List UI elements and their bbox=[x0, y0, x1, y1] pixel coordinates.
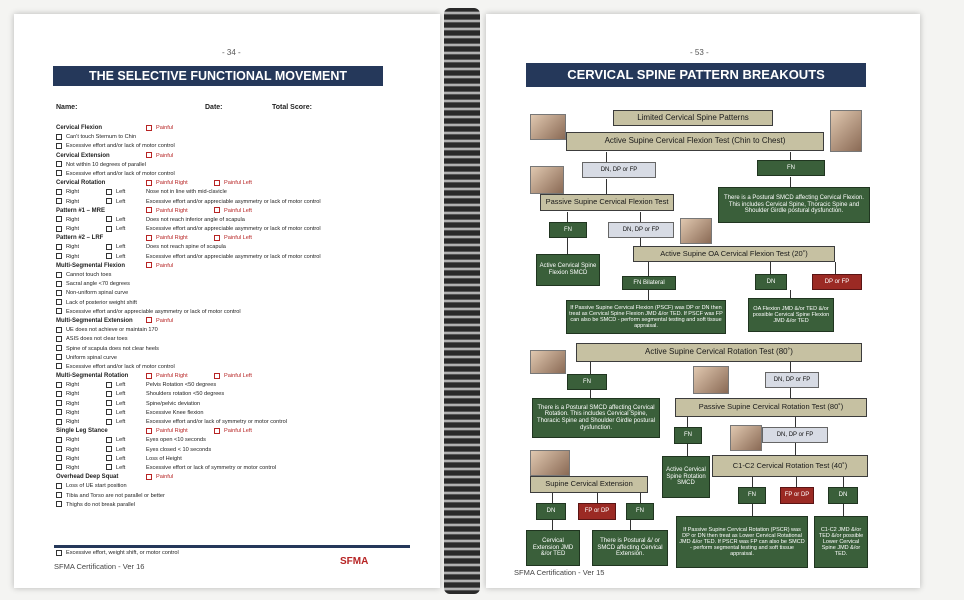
right-label: Right bbox=[66, 464, 80, 471]
checkbox-icon[interactable] bbox=[56, 483, 62, 489]
row-text: Loss of UE start position bbox=[66, 483, 127, 490]
dn-dp-fp-box: DN, DP or FP bbox=[608, 222, 674, 238]
checklist-row bbox=[56, 225, 416, 234]
section-header bbox=[56, 317, 416, 326]
checkbox-icon[interactable] bbox=[56, 501, 62, 507]
row-text: Pelvis Rotation <50 degrees bbox=[146, 382, 217, 389]
connector bbox=[552, 493, 553, 503]
right-label: Right bbox=[66, 253, 80, 260]
connector bbox=[552, 520, 553, 530]
painful-checkbox[interactable]: Painful Right bbox=[146, 207, 188, 216]
row-text: Tibia and Torso are not parallel or better bbox=[66, 492, 165, 499]
row-text: Does not reach inferior angle of scapula bbox=[146, 216, 245, 223]
checkbox-icon[interactable] bbox=[106, 409, 112, 415]
connector bbox=[648, 262, 649, 276]
checklist-row bbox=[56, 354, 416, 363]
checklist-row bbox=[56, 345, 416, 354]
fp-or-dp-box: FP or DP bbox=[780, 487, 814, 504]
row-text: Excessive effort, weight shift, or motor control bbox=[66, 550, 179, 556]
right-page-title: CERVICAL SPINE PATTERN BREAKOUTS bbox=[526, 63, 866, 87]
checklist-row bbox=[56, 289, 416, 298]
checklist-row bbox=[56, 243, 416, 252]
row-text: Can't touch Sternum to Chin bbox=[66, 134, 137, 141]
checkbox-icon[interactable] bbox=[106, 226, 112, 232]
painful-left-checkbox[interactable]: Painful Left bbox=[214, 234, 252, 243]
row-text: Cannot touch toes bbox=[66, 272, 112, 278]
pscf-note: If Passive Supine Cervical Flexion (PSCF) was DP or DN then treat as Cervical Spine Flexion JMD &/or TED. If PSCF was FP can also be SMCD - perform segmental testing and soft tissue appraisal. bbox=[566, 300, 726, 334]
row-text: Nose not in line with mid-clavicle bbox=[146, 189, 227, 196]
right-label: Right bbox=[66, 198, 80, 205]
painful-left-checkbox[interactable]: Painful Left bbox=[214, 427, 252, 436]
connector bbox=[790, 177, 791, 187]
connector bbox=[796, 477, 797, 487]
fn-box: FN bbox=[738, 487, 766, 504]
row-text: Excessive effort or lack of symmetry or motor control bbox=[146, 464, 277, 471]
flexion-test-box: Active Supine Cervical Flexion Test (Chin to Chest) bbox=[566, 132, 824, 151]
checkbox-icon[interactable] bbox=[56, 382, 62, 388]
score-label: Total Score: bbox=[272, 104, 312, 111]
left-footer: SFMA Certification - Ver 16 bbox=[54, 562, 145, 571]
fn-box: FN bbox=[757, 160, 825, 176]
left-page-title: THE SELECTIVE FUNCTIONAL MOVEMENT ASSESSMENT bbox=[53, 66, 383, 86]
checklist-row bbox=[56, 455, 416, 464]
checklist-row bbox=[56, 381, 416, 390]
right-label: Right bbox=[66, 419, 80, 425]
section-label: Pattern #1 – MRE bbox=[56, 207, 106, 214]
date-label: Date: bbox=[205, 104, 223, 111]
left-label: Left bbox=[116, 226, 126, 233]
painful-checkbox[interactable]: Painful bbox=[146, 473, 173, 482]
checkbox-icon[interactable] bbox=[106, 464, 112, 470]
right-label: Right bbox=[66, 400, 80, 407]
section-header bbox=[56, 179, 416, 188]
left-label: Left bbox=[116, 409, 126, 416]
connector bbox=[770, 262, 771, 274]
checklist-row bbox=[56, 464, 416, 473]
checkbox-icon[interactable] bbox=[56, 391, 62, 397]
checkbox-icon[interactable] bbox=[56, 409, 62, 415]
right-label: Right bbox=[66, 382, 80, 389]
patient-photo bbox=[530, 166, 564, 194]
dn-dp-fp-box: DN, DP or FP bbox=[762, 427, 828, 443]
checkbox-icon[interactable] bbox=[106, 391, 112, 397]
left-label: Left bbox=[116, 391, 126, 398]
left-label: Left bbox=[116, 216, 126, 223]
section-header bbox=[56, 427, 416, 436]
checklist-row bbox=[56, 280, 416, 289]
checkbox-icon[interactable] bbox=[56, 336, 62, 342]
checkbox-icon[interactable] bbox=[56, 134, 62, 140]
patient-photo bbox=[530, 114, 566, 140]
checkbox-icon[interactable] bbox=[56, 253, 62, 259]
checkbox-icon[interactable] bbox=[56, 198, 62, 204]
patient-photo bbox=[530, 450, 570, 476]
checkbox-icon[interactable] bbox=[106, 189, 112, 195]
connector bbox=[687, 417, 688, 427]
checkbox-icon[interactable] bbox=[56, 299, 62, 305]
painful-left-checkbox[interactable]: Painful Left bbox=[214, 207, 252, 216]
checklist-row bbox=[56, 409, 416, 418]
painful-checkbox[interactable]: Painful Right bbox=[146, 179, 188, 188]
checkbox-icon[interactable] bbox=[56, 345, 62, 351]
row-text: Loss of Height bbox=[146, 455, 182, 462]
dp-or-fp-box: DP or FP bbox=[812, 274, 862, 290]
section-header bbox=[56, 234, 416, 243]
row-text: Uniform spinal curve bbox=[66, 354, 117, 361]
section-label: Cervical Extension bbox=[56, 152, 110, 159]
checkbox-icon[interactable] bbox=[56, 308, 62, 314]
extension-jmd-box: Cervical Extension JMD &/or TED bbox=[526, 530, 580, 566]
connector bbox=[795, 417, 796, 427]
limited-patterns-box: Limited Cervical Spine Patterns bbox=[613, 110, 773, 126]
left-label: Left bbox=[116, 400, 126, 407]
checklist-row bbox=[56, 363, 416, 372]
row-text: Excessive Knee flexion bbox=[146, 409, 204, 416]
active-flexion-smcd: Active Cervical Spine Flexion SMCD bbox=[536, 254, 600, 286]
checkbox-icon[interactable] bbox=[56, 446, 62, 452]
connector bbox=[648, 290, 649, 300]
row-text: Excessive effort and/or lack of motor control bbox=[66, 170, 175, 177]
left-label: Left bbox=[116, 419, 126, 425]
sfma-logo: SFMA bbox=[340, 556, 369, 567]
left-label: Left bbox=[116, 253, 126, 260]
row-text: Excessive effort and/or appreciable asymmetry or lack of motor control bbox=[66, 308, 241, 315]
patient-photo bbox=[693, 366, 729, 394]
checklist-row bbox=[56, 335, 416, 344]
checkbox-icon[interactable] bbox=[56, 272, 62, 278]
checkbox-icon[interactable] bbox=[106, 216, 112, 222]
connector bbox=[606, 179, 607, 195]
connector bbox=[640, 493, 641, 503]
section-header bbox=[56, 262, 416, 271]
row-text: ASIS does not clear toes bbox=[66, 336, 128, 343]
row-text: Excessive effort and/or lack of symmetry or motor control bbox=[146, 419, 288, 425]
right-label: Right bbox=[66, 226, 80, 233]
section-label: Overhead Deep Squat bbox=[56, 474, 119, 481]
checklist-row bbox=[56, 161, 416, 170]
pscr-note: If Passive Supine Cervical Rotation (PSCR) was DP or DN then treat as Lower Cervical Rotational JMD &/or TED. If PSCR was FP can also be SMCD - perform segmental testing and soft tissue appraisal. bbox=[676, 516, 808, 568]
checklist-row bbox=[56, 326, 416, 335]
section-label: Multi-Segmental Flexion bbox=[56, 262, 126, 269]
c1c2-test-box: C1-C2 Cervical Rotation Test (40˚) bbox=[712, 455, 868, 477]
spiral-binding bbox=[444, 8, 480, 594]
checkbox-icon[interactable] bbox=[106, 446, 112, 452]
checkbox-icon[interactable] bbox=[56, 327, 62, 333]
left-label: Left bbox=[116, 455, 126, 462]
right-label: Right bbox=[66, 216, 80, 223]
checkbox-icon[interactable] bbox=[56, 464, 62, 470]
extension-smcd-box: There is Postural &/ or SMCD affecting Cervical Extension. bbox=[592, 530, 668, 566]
postural-smcd-flexion: There is a Postural SMCD affecting Cervical Flexion. This includes Cervical Spine, Thoracic Spine and Shoulder Girdle postural dysfunction. bbox=[718, 187, 870, 223]
connector bbox=[835, 262, 836, 274]
section-label: Multi-Segmental Extension bbox=[56, 317, 133, 324]
connector bbox=[752, 477, 753, 487]
row-text: UE does not achieve or maintain 170 bbox=[66, 327, 158, 334]
checkbox-icon[interactable] bbox=[106, 419, 112, 425]
row-text: Excessive effort and/or lack of motor control bbox=[66, 143, 175, 150]
section-label: Cervical Flexion bbox=[56, 125, 103, 131]
section-label: Multi-Segmental Rotation bbox=[56, 373, 129, 380]
right-label: Right bbox=[66, 409, 80, 416]
dn-box: DN bbox=[755, 274, 787, 290]
painful-checkbox[interactable]: Painful bbox=[146, 124, 173, 133]
checklist-row bbox=[56, 198, 416, 207]
right-label: Right bbox=[66, 437, 80, 444]
left-label: Left bbox=[116, 464, 126, 471]
checklist-row bbox=[56, 390, 416, 399]
right-label: Right bbox=[66, 189, 80, 196]
left-label: Left bbox=[116, 189, 126, 196]
left-label: Left bbox=[116, 198, 126, 205]
checklist-row bbox=[56, 308, 416, 317]
section-label: Pattern #2 – LRF bbox=[56, 235, 104, 242]
checklist-row bbox=[56, 271, 416, 280]
fn-box: FN bbox=[549, 222, 587, 238]
row-text: Does not reach spine of scapula bbox=[146, 244, 226, 251]
right-label: Right bbox=[66, 446, 80, 453]
checklist-row bbox=[56, 501, 416, 510]
oa-jmd-box: OA Flexion JMD &/or TED &/or possible Cervical Spine Flexion JMD &/or TED bbox=[748, 298, 834, 332]
painful-checkbox[interactable]: Painful bbox=[146, 262, 173, 271]
assessment-rows bbox=[56, 124, 416, 510]
connector bbox=[567, 212, 568, 222]
dn-box: DN bbox=[536, 503, 566, 520]
row-text: Not within 10 degrees of parallel bbox=[66, 161, 146, 168]
right-label: Right bbox=[66, 244, 80, 251]
active-rotation-smcd: Active Cervical Spine Rotation SMCD bbox=[662, 456, 710, 498]
connector bbox=[590, 362, 591, 374]
checkbox-icon[interactable] bbox=[56, 437, 62, 443]
painful-checkbox[interactable]: Painful Right bbox=[146, 372, 188, 381]
checkbox-icon[interactable] bbox=[56, 354, 62, 360]
footer-rule bbox=[54, 545, 410, 548]
section-header bbox=[56, 207, 416, 216]
section-header bbox=[56, 372, 416, 381]
connector bbox=[790, 388, 791, 398]
left-label: Left bbox=[116, 244, 126, 251]
row-text: Excessive effort and/or lack of motor control bbox=[66, 363, 175, 370]
connector bbox=[795, 443, 796, 455]
connector bbox=[640, 212, 641, 222]
row-text: Spine/pelvic deviation bbox=[146, 400, 201, 407]
checkbox-icon[interactable] bbox=[106, 253, 112, 259]
section-header bbox=[56, 152, 416, 161]
row-text: Sacral angle <70 degrees bbox=[66, 281, 130, 288]
patient-photo bbox=[680, 218, 712, 244]
fn-box: FN bbox=[674, 427, 702, 444]
section-header bbox=[56, 473, 416, 482]
fp-or-dp-box: FP or DP bbox=[578, 503, 616, 520]
fn-box: FN bbox=[567, 374, 607, 390]
c1c2-jmd-box: C1-C2 JMD &/or TED &/or possible Lower Cervical Spine JMD &/or TED. bbox=[814, 516, 868, 568]
patient-photo bbox=[530, 350, 566, 374]
connector bbox=[752, 504, 753, 516]
checklist-row bbox=[56, 482, 416, 491]
connector bbox=[590, 390, 591, 398]
checklist-row bbox=[56, 216, 416, 225]
painful-checkbox[interactable]: Painful Right bbox=[146, 427, 188, 436]
left-label: Left bbox=[116, 446, 126, 453]
checkbox-icon[interactable] bbox=[56, 400, 62, 406]
checklist-row bbox=[56, 492, 416, 501]
row-text: Thighs do not break parallel bbox=[66, 501, 136, 508]
checkbox-icon[interactable] bbox=[56, 226, 62, 232]
checkbox-icon[interactable] bbox=[56, 290, 62, 296]
painful-left-checkbox[interactable]: Painful Left bbox=[214, 372, 252, 381]
connector bbox=[597, 493, 598, 503]
row-text: Excessive effort and/or appreciable asymmetry or lack of motor control bbox=[146, 198, 321, 205]
connector bbox=[790, 152, 791, 160]
checkbox-icon[interactable] bbox=[56, 419, 62, 425]
section-label: Single Leg Stance bbox=[56, 428, 108, 435]
checkbox-icon[interactable] bbox=[106, 382, 112, 388]
checkbox-icon[interactable] bbox=[56, 189, 62, 195]
checkbox-icon[interactable] bbox=[106, 437, 112, 443]
extension-test-box: Supine Cervical Extension bbox=[530, 476, 648, 493]
postural-smcd-rotation: There is a Postural SMCD affecting Cervical Rotation. This includes Cervical Spine, Thoracic Spine and Shoulder Girdle postural dysfunction. bbox=[532, 398, 660, 438]
checklist-row bbox=[56, 133, 416, 142]
checkbox-icon[interactable] bbox=[56, 161, 62, 167]
painful-checkbox[interactable]: Painful bbox=[146, 152, 173, 161]
checklist-row bbox=[56, 436, 416, 445]
dn-box: DN bbox=[828, 487, 858, 504]
patient-photo bbox=[730, 425, 762, 451]
checklist-row bbox=[56, 446, 416, 455]
name-label: Name: bbox=[56, 104, 78, 111]
right-label: Right bbox=[66, 455, 80, 462]
fn-bilateral-box: FN Bilateral bbox=[622, 276, 676, 290]
row-text: Shoulders rotation <50 degrees bbox=[146, 391, 225, 398]
right-label: Right bbox=[66, 391, 80, 398]
row-text: Non-uniform spinal curve bbox=[66, 290, 129, 297]
checkbox-icon[interactable] bbox=[56, 281, 62, 287]
connector bbox=[630, 520, 631, 530]
painful-checkbox[interactable]: Painful Right bbox=[146, 234, 188, 243]
checkbox-icon[interactable] bbox=[106, 455, 112, 461]
checklist-row bbox=[56, 418, 416, 427]
painful-checkbox[interactable]: Painful bbox=[146, 317, 173, 326]
section-label: Cervical Rotation bbox=[56, 180, 106, 187]
checklist-row bbox=[56, 400, 416, 409]
connector bbox=[843, 504, 844, 516]
checklist-row bbox=[56, 170, 416, 179]
row-text: Excessive effort and/or appreciable asymmetry or lack of motor control bbox=[146, 226, 321, 233]
checkbox-icon[interactable] bbox=[56, 550, 62, 556]
left-page-number: - 34 - bbox=[222, 48, 241, 57]
row-text: Spine of scapula does not clear heels bbox=[66, 345, 159, 352]
checkbox-icon[interactable] bbox=[56, 143, 62, 149]
passive-flexion-test-box: Passive Supine Cervical Flexion Test bbox=[540, 194, 674, 211]
checkbox-icon[interactable] bbox=[56, 455, 62, 461]
row-text: Lack of posterior weight shift bbox=[66, 299, 137, 306]
section-header bbox=[56, 124, 416, 133]
checklist-row bbox=[56, 253, 416, 262]
connector bbox=[640, 238, 641, 246]
checkbox-icon[interactable] bbox=[56, 216, 62, 222]
right-page-number: - 53 - bbox=[690, 48, 709, 57]
checkbox-icon[interactable] bbox=[106, 244, 112, 250]
checklist-row bbox=[56, 188, 416, 197]
fn-box: FN bbox=[626, 503, 654, 520]
checkbox-icon[interactable] bbox=[106, 198, 112, 204]
connector bbox=[687, 444, 688, 456]
checkbox-icon[interactable] bbox=[56, 244, 62, 250]
connector bbox=[567, 238, 568, 254]
row-text: Eyes closed < 10 seconds bbox=[146, 446, 212, 453]
row-text: Excessive effort and/or appreciable asymmetry or lack of motor control bbox=[146, 253, 321, 260]
checkbox-icon[interactable] bbox=[56, 170, 62, 176]
patient-photo bbox=[830, 110, 862, 152]
checklist-row bbox=[56, 142, 416, 151]
row-text: Eyes open <10 seconds bbox=[146, 437, 206, 444]
checkbox-icon[interactable] bbox=[56, 492, 62, 498]
checkbox-icon[interactable] bbox=[56, 363, 62, 369]
dn-dp-fp-box: DN, DP or FP bbox=[582, 162, 656, 178]
rotation-test-box: Active Supine Cervical Rotation Test (80˚) bbox=[576, 343, 862, 362]
oa-flexion-test-box: Active Supine OA Cervical Flexion Test (20˚) bbox=[633, 246, 835, 262]
left-label: Left bbox=[116, 437, 126, 444]
dn-dp-fp-box: DN, DP or FP bbox=[765, 372, 819, 388]
last-row bbox=[56, 549, 179, 558]
passive-rotation-test-box: Passive Supine Cervical Rotation Test (80˚) bbox=[675, 398, 867, 417]
connector bbox=[790, 290, 791, 298]
painful-left-checkbox[interactable]: Painful Left bbox=[214, 179, 252, 188]
right-footer: SFMA Certification - Ver 15 bbox=[514, 568, 605, 577]
connector bbox=[843, 477, 844, 487]
checkbox-icon[interactable] bbox=[106, 400, 112, 406]
left-label: Left bbox=[116, 382, 126, 389]
checklist-row bbox=[56, 299, 416, 308]
connector bbox=[790, 362, 791, 372]
